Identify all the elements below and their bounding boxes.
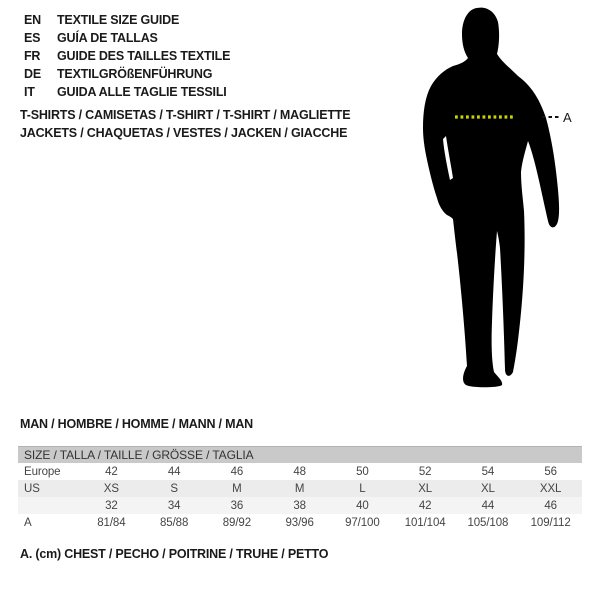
language-code: EN [24,13,41,27]
row-label [18,497,80,514]
language-list [24,11,230,101]
cell: 101/104 [404,516,446,529]
cell: XXL [539,482,562,495]
row-label: A [24,516,32,529]
cell: 46 [544,499,557,512]
man-silhouette-svg [410,0,600,400]
row-label: US [24,482,40,495]
cell: 89/92 [222,516,252,529]
cell: 54 [481,465,495,478]
cell: 36 [230,499,244,512]
man-silhouette-shape [423,8,559,388]
footnote-chest: A. (cm) CHEST / PECHO / POITRINE / TRUHE / PETTO [20,547,329,561]
cell: XS [103,482,119,495]
language-row [24,47,230,65]
row-label: Europe [24,465,61,478]
category-jackets: JACKETS / CHAQUETAS / VESTES / JACKEN / GIACCHE [20,126,348,140]
table-row-us [18,480,582,497]
cell: 46 [230,465,244,478]
cell: 93/96 [285,516,314,529]
cell: 32 [105,499,118,512]
cell: XL [480,482,495,495]
language-label: TEXTILE SIZE GUIDE [57,13,180,27]
cell: 105/108 [467,516,509,529]
category-list [20,106,350,142]
language-label: TEXTILGRÖßENFÜHRUNG [57,67,213,81]
language-label: GUIDA ALLE TAGLIE TESSILI [57,85,227,99]
cell: L [359,482,366,495]
cell: 38 [293,499,306,512]
cell: XL [418,482,433,495]
language-code: IT [24,85,35,99]
cell: 40 [356,499,369,512]
language-label: GUIDE DES TAILLES TEXTILE [57,49,231,63]
table-row-chest [18,514,582,531]
category-tshirts: T-SHIRTS / CAMISETAS / T-SHIRT / T-SHIRT / MAGLIETTE [20,108,351,122]
table-row-europe [18,463,582,480]
cell: 85/88 [159,516,189,529]
language-label: GUÍA DE TALLAS [57,31,158,45]
cell: 81/84 [97,516,126,529]
cell: 42 [105,465,118,478]
cell: 109/112 [530,516,571,529]
measure-label-a: A [563,110,572,125]
language-code: FR [24,49,41,63]
table-row-uk [18,497,582,514]
man-silhouette-figure [410,0,600,400]
cell: 56 [544,465,557,478]
cell: 50 [356,465,369,478]
cell: 52 [418,465,432,478]
language-code: ES [24,31,41,45]
cell: M [232,482,242,495]
cell: 44 [481,499,495,512]
language-code: DE [24,67,41,81]
cell: 42 [418,499,432,512]
language-row [24,65,230,83]
language-row [24,11,230,29]
cell: M [294,482,305,495]
cell: 48 [293,465,306,478]
cell: 34 [167,499,181,512]
size-table [18,446,582,531]
hand-thigh-gap [437,212,449,240]
cell: S [170,482,178,495]
section-title-man: MAN / HOMBRE / HOMME / MANN / MAN [20,417,253,431]
language-row [24,83,230,101]
language-row [24,29,230,47]
cell: 44 [167,465,181,478]
cell: 97/100 [345,516,380,529]
size-table-header: SIZE / TALLA / TAILLE / GRÖSSE / TAGLIA [18,447,582,464]
size-table-header-row [18,447,582,464]
